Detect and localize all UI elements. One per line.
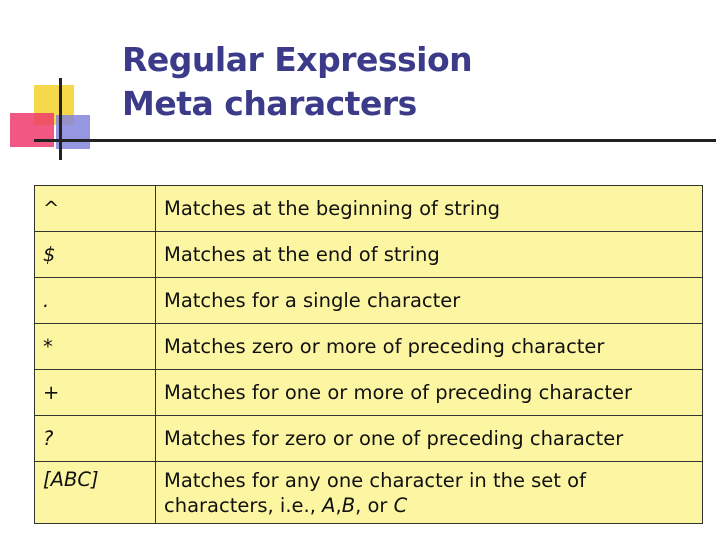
description-letter-a: A — [322, 493, 336, 517]
symbol-cell: * — [35, 324, 156, 370]
description-cell: Matches zero or more of preceding character — [156, 324, 703, 370]
description-cell: Matches for a single character — [156, 278, 703, 324]
title-line-2: Meta characters — [122, 84, 417, 123]
symbol-cell: ^ — [35, 186, 156, 232]
description-sep: , — [335, 493, 342, 517]
table-row — [35, 278, 703, 324]
table-row — [35, 232, 703, 278]
table-row — [35, 186, 703, 232]
description-cell: Matches at the end of string — [156, 232, 703, 278]
description-sep: , or — [355, 493, 394, 517]
metachar-table — [34, 185, 703, 524]
symbol-cell: + — [35, 370, 156, 416]
table-row — [35, 416, 703, 462]
symbol-cell: [ABC] — [35, 462, 156, 524]
description-cell: Matches for one or more of preceding character — [156, 370, 703, 416]
description-cell: Matches for zero or one of preceding character — [156, 416, 703, 462]
symbol-cell: $ — [35, 232, 156, 278]
symbol-cell: . — [35, 278, 156, 324]
table-row — [35, 462, 703, 524]
logo-vertical-line — [59, 78, 62, 160]
logo-graphic — [0, 0, 130, 170]
description-text: Matches for any one character in the set of characters, i.e., — [164, 468, 586, 517]
table-row — [35, 370, 703, 416]
description-cell — [156, 462, 703, 524]
description-letter-b: B — [341, 493, 356, 517]
description-cell: Matches at the beginning of string — [156, 186, 703, 232]
symbol-cell: ? — [35, 416, 156, 462]
description-letter-c: C — [393, 493, 408, 517]
title-underline — [34, 139, 716, 142]
title-line-1: Regular Expression — [122, 40, 473, 79]
page-title — [122, 38, 472, 126]
table-row — [35, 324, 703, 370]
